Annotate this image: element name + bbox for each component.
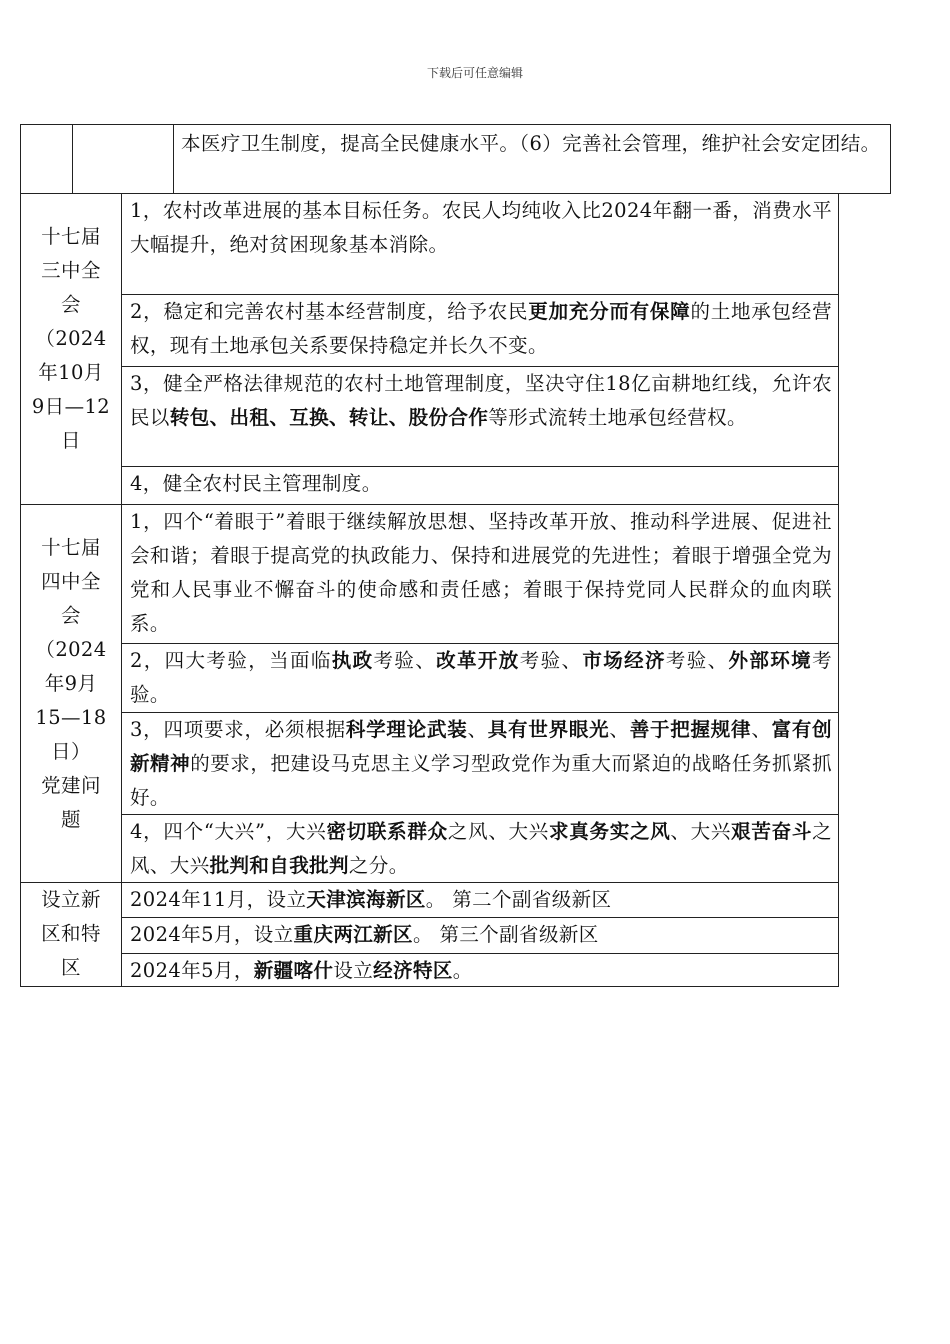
table-row bbox=[121, 953, 838, 989]
body-text: 等形式流转土地承包经营权。 bbox=[488, 406, 747, 429]
section-label-line: （2024 bbox=[35, 327, 107, 350]
table-row bbox=[121, 505, 838, 643]
body-text: 考验、 bbox=[665, 649, 729, 672]
body-text: 考验、 bbox=[373, 649, 437, 672]
emphasis-text: 科学理论武装 bbox=[345, 718, 468, 741]
table-row bbox=[121, 917, 838, 953]
section-label-line: 日） bbox=[51, 740, 91, 763]
section-label bbox=[21, 883, 121, 985]
table-row bbox=[121, 712, 838, 814]
continuation-text: 本医疗卫生制度，提高全民健康水平。（6）完善社会管理，维护社会安定团结。 bbox=[181, 132, 881, 155]
section-label-line: 十七届 bbox=[41, 536, 101, 559]
table-row bbox=[121, 294, 838, 366]
emphasis-text: 外部环境 bbox=[728, 649, 813, 672]
body-text: 。 第二个副省级新区 bbox=[425, 888, 612, 911]
body-text: 2，稳定和完善农村基本经营制度，给予农民 bbox=[130, 300, 529, 323]
section-label-line: 设立新 bbox=[41, 888, 101, 911]
table-row bbox=[121, 466, 838, 504]
body-text: 之风、大兴 bbox=[130, 820, 832, 877]
section-label-line: 年9月 bbox=[44, 672, 98, 695]
section-label-line: 年10月 bbox=[38, 361, 104, 384]
body-text: 1，农村改革进展的基本目标任务。农民人均纯收入比2024年翻一番，消费水平大幅提升，绝对贫困现象基本消除。 bbox=[130, 199, 832, 256]
body-text: 3，健全严格法律规范的农村土地管理制度，坚决守住18亿亩耕地红线，允许农民以 bbox=[130, 372, 832, 429]
emphasis-text: 具有世界眼光 bbox=[487, 718, 610, 741]
table-section bbox=[21, 504, 838, 883]
emphasis-text: 善于把握规律 bbox=[629, 718, 752, 741]
emphasis-text: 更加充分而有保障 bbox=[528, 300, 691, 323]
section-label bbox=[21, 220, 121, 458]
emphasis-text: 新疆喀什 bbox=[253, 959, 334, 982]
section-label-line: 会 bbox=[61, 604, 81, 627]
section-label-line: 15—18 bbox=[35, 706, 107, 729]
section-label-line: 日 bbox=[61, 429, 81, 452]
emphasis-text: 改革开放 bbox=[436, 649, 520, 672]
emphasis-text: 密切联系群众 bbox=[326, 820, 448, 843]
section-label bbox=[21, 531, 121, 837]
body-text: 2024年5月， bbox=[130, 959, 254, 982]
emphasis-text: 富有创新精神 bbox=[130, 718, 833, 775]
body-text: 。 第三个副省级新区 bbox=[412, 923, 599, 946]
emphasis-text: 重庆两江新区 bbox=[293, 923, 413, 946]
section-label-line: 四中全 bbox=[41, 570, 101, 593]
table-row bbox=[121, 194, 838, 294]
section-label-line: 三中全 bbox=[41, 259, 101, 282]
section-label-line: 区和特 bbox=[41, 922, 101, 945]
body-text: 之分。 bbox=[348, 854, 409, 877]
table-section bbox=[21, 882, 838, 989]
emphasis-text: 批判和自我批判 bbox=[209, 854, 349, 877]
emphasis-text: 天津滨海新区 bbox=[306, 888, 426, 911]
body-text: 4，四个“大兴”，大兴 bbox=[130, 820, 327, 843]
section-label-line: 题 bbox=[61, 808, 81, 831]
section-label-line: （2024 bbox=[35, 638, 107, 661]
body-text: 、大兴 bbox=[670, 820, 732, 843]
section-label-line: 十七届 bbox=[41, 225, 101, 248]
table-row bbox=[121, 883, 838, 917]
table-row bbox=[121, 814, 838, 883]
body-text: 的土地承包经营权，现有土地承包关系要保持稳定并长久不变。 bbox=[130, 300, 832, 357]
emphasis-text: 转包、出租、互换、转让、股份合作 bbox=[169, 406, 489, 429]
emphasis-text: 艰苦奋斗 bbox=[731, 820, 813, 843]
body-text: 4，健全农村民主管理制度。 bbox=[130, 472, 382, 495]
body-text: 、 bbox=[467, 718, 488, 741]
body-text: 之风、大兴 bbox=[447, 820, 550, 843]
body-text: 的要求，把建设马克思主义学习型政党作为重大而紧迫的战略任务抓紧抓好。 bbox=[130, 752, 832, 809]
body-text: 设立 bbox=[333, 959, 374, 982]
main-table bbox=[20, 193, 839, 987]
section-label-line: 党建问 bbox=[41, 774, 101, 797]
body-text: 3，四项要求，必须根据 bbox=[130, 718, 346, 741]
body-text: 、 bbox=[609, 718, 630, 741]
body-text: 1，四个“着眼于”着眼于继续解放思想、坚持改革开放、推动科学进展、促进社会和谐；着眼于提高党的执政能力、保持和进展党的先进性；着眼于增强全党为党和人民事业不懈奋斗的使命感和责任感；着眼于保持党同人民群众的血肉联系。 bbox=[130, 510, 832, 635]
section-label-line: 9日—12 bbox=[31, 395, 111, 418]
emphasis-text: 市场经济 bbox=[582, 649, 666, 672]
table-row bbox=[121, 643, 838, 712]
page-header: 下载后可任意编辑 bbox=[426, 66, 523, 80]
body-text: 考验、 bbox=[519, 649, 583, 672]
body-text: 考验。 bbox=[130, 649, 832, 706]
emphasis-text: 经济特区 bbox=[373, 959, 453, 982]
body-text: 2024年11月，设立 bbox=[130, 888, 307, 911]
continuation-table bbox=[20, 124, 891, 194]
section-label-line: 会 bbox=[61, 293, 81, 316]
body-text: 2，四大考验，当面临 bbox=[130, 649, 332, 672]
emphasis-text: 求真务实之风 bbox=[549, 820, 671, 843]
table-section bbox=[21, 194, 838, 504]
emphasis-text: 执政 bbox=[331, 649, 374, 672]
body-text: 、 bbox=[751, 718, 772, 741]
body-text: 。 bbox=[452, 959, 473, 982]
table-row bbox=[121, 366, 838, 466]
body-text: 2024年5月，设立 bbox=[130, 923, 294, 946]
section-label-line: 区 bbox=[61, 956, 81, 979]
